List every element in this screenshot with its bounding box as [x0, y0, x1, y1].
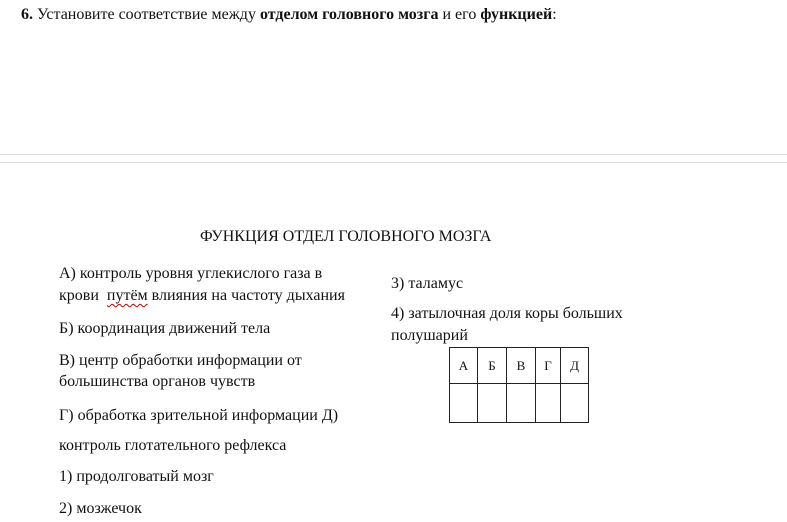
answer-header-b: Б [478, 348, 507, 384]
function-a-rest: влияния на частоту дыхания [151, 287, 345, 304]
answer-cell-a[interactable] [450, 384, 478, 423]
function-a-word-blood: крови [59, 287, 99, 304]
part-1: 1) продолговатый мозг [59, 468, 214, 485]
answer-table-header-row [450, 348, 589, 384]
question-number: 6. [21, 6, 33, 23]
function-a-line2 [59, 285, 345, 307]
answer-cell-d[interactable] [561, 384, 589, 423]
divider-line [0, 162, 787, 163]
answer-cell-v[interactable] [507, 384, 536, 423]
part-4-line2: полушарий [391, 327, 468, 344]
divider-line [0, 154, 787, 155]
question-text-before: Установите соответствие между [37, 6, 256, 23]
answer-header-a: А [450, 348, 478, 384]
part-2: 2) мозжечок [59, 500, 142, 517]
function-d: контроль глотательного рефлекса [59, 437, 287, 454]
function-g: Г) обработка зрительной информации Д) [59, 407, 339, 424]
function-v-line2: большинства органов чувств [59, 373, 256, 390]
function-a-line1: А) контроль уровня углекислого газа в [59, 265, 323, 282]
part-3: 3) таламус [391, 275, 464, 292]
answer-cell-b[interactable] [478, 384, 507, 423]
part-4-line1: 4) затылочная доля коры больших [391, 305, 623, 322]
answer-header-d: Д [561, 348, 589, 384]
question-text-middle: и его [442, 6, 477, 23]
question-bold-function: функцией [480, 6, 553, 23]
function-b: Б) координация движений тела [59, 320, 271, 337]
question-line [21, 5, 557, 25]
spellcheck-marked-word: путём [106, 287, 148, 304]
answer-cell-g[interactable] [536, 384, 561, 423]
answer-header-g: Г [536, 348, 561, 384]
answer-header-v: В [507, 348, 536, 384]
question-bold-department: отделом головного мозга [259, 6, 439, 23]
question-text-after: : [552, 6, 557, 23]
column-heading: ФУНКЦИЯ ОТДЕЛ ГОЛОВНОГО МОЗГА [200, 228, 492, 245]
answer-table [449, 347, 589, 423]
answer-table-blank-row [450, 384, 589, 423]
function-v-line1: В) центр обработки информации от [59, 352, 302, 369]
